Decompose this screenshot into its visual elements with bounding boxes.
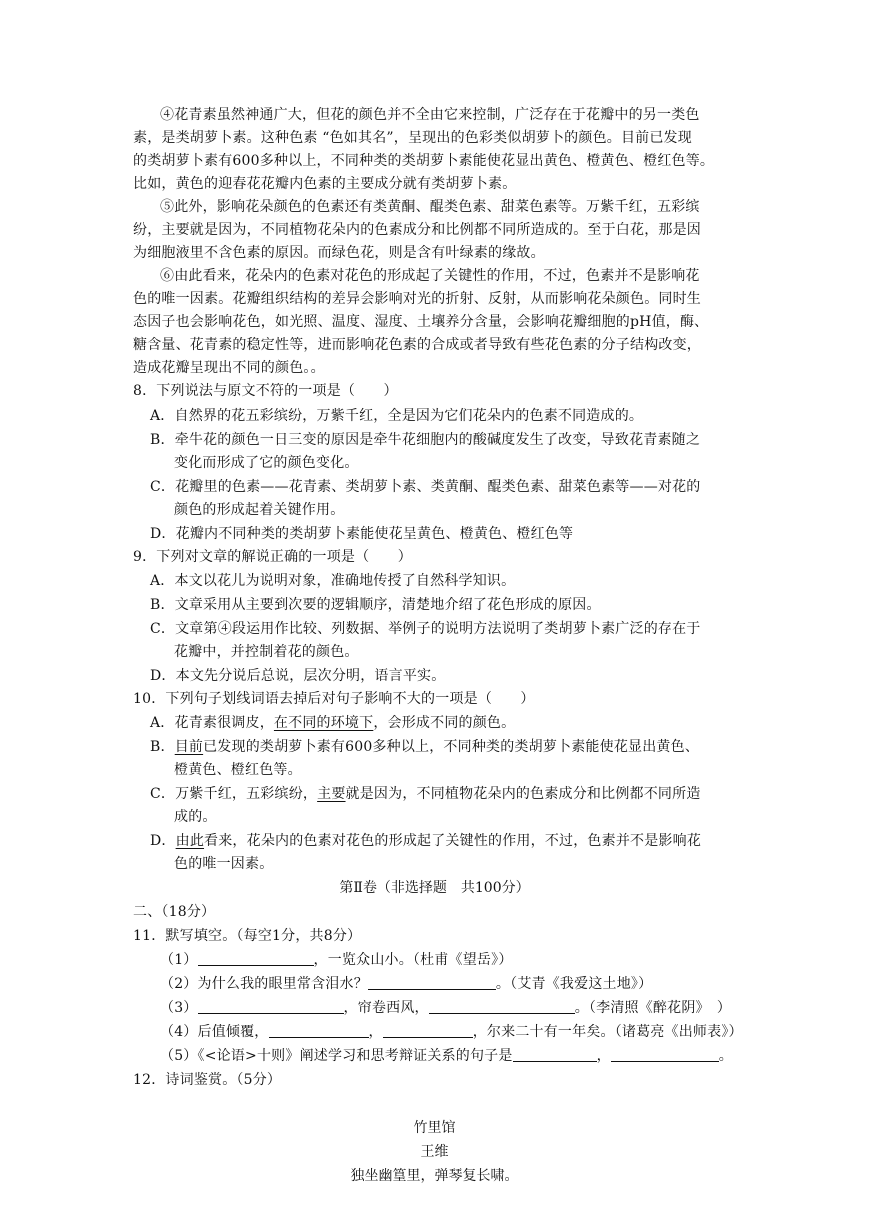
passage-p4-line-2: 素，是类胡萝卜素。这种色素 “色如其名”，呈现出的色彩类似胡萝卜的颜色。目前已发现: [133, 130, 692, 146]
underlined-phrase: 目前: [174, 739, 204, 755]
q11-item-5: （5）《<论语>十则》阐述学习和思考辩证关系的句子是 ， 。: [160, 1048, 733, 1064]
passage-p6-line-5: 造成花瓣呈现出不同的颜色。。: [133, 360, 325, 376]
underlined-phrase: 在不同的环境下: [273, 715, 374, 731]
poem-line-1: 独坐幽篁里，弹琴复长啸。: [350, 1168, 519, 1184]
answer-blank[interactable]: [513, 1047, 597, 1062]
q10-option-b-line-2: 橙黄色、橙红色等。: [174, 762, 302, 778]
passage-p5-line-3: 为细胞液里不含色素的原因。而绿色花，则是含有叶绿素的缘故。: [133, 245, 545, 261]
passage-p4-line-4: 比如，黄色的迎春花花瓣内色素的主要成分就有类胡萝卜素。: [133, 176, 517, 192]
passage-p4-line-3: 的类胡萝卜素有600多种以上，不同种类的类胡萝卜素能使花显出黄色、橙黄色、橙红色等。: [133, 153, 715, 169]
q11-item-2: （2）为什么我的眼里常含泪水？ 。（艾青《我爱这土地》）: [160, 976, 653, 992]
q8-option-a: A．自然界的花五彩缤纷，万紫千红，全是因为它们花朵内的色素不同造成的。: [150, 408, 644, 424]
q10-option-b-line-1: B．目前已发现的类胡萝卜素有600多种以上，不同种类的类胡萝卜素能使花显出黄色、: [150, 739, 700, 755]
answer-blank[interactable]: [368, 975, 496, 990]
passage-p4-line-1: ④花青素虽然神通广大，但花的颜色并不全由它来控制，广泛存在于花瓣中的另一类色: [160, 107, 700, 123]
answer-blank[interactable]: [269, 1023, 369, 1038]
q9-stem: 9．下列对文章的解说正确的一项是（ ）: [133, 549, 412, 565]
underlined-phrase: 主要: [317, 786, 346, 802]
answer-blank[interactable]: [198, 999, 344, 1014]
passage-p6-line-4: 糖含量、花青素的稳定性等，进而影响花色素的合成或者导致有些花色素的分子结构改变，: [133, 337, 701, 353]
part-heading: 二、（18分）: [133, 904, 216, 920]
poem-title: 竹里馆: [413, 1120, 456, 1136]
passage-p6-line-3: 态因子也会影响花色，如光照、温度、湿度、土壤养分含量，会影响花瓣细胞的pH值，酶、: [133, 314, 709, 330]
volume-title: 第Ⅱ卷（非选择题 共100分）: [339, 880, 530, 896]
q8-option-c-line-2: 颜色的形成起着关键作用。: [174, 502, 345, 518]
q11-item-3: （3） ，帘卷西风， 。（李清照《醉花阴》 ）: [160, 1000, 732, 1016]
q11-item-1: （1） ，一览众山小。（杜甫《望岳》）: [160, 952, 513, 968]
q12-stem: 12．诗词鉴赏。（5分）: [133, 1072, 282, 1088]
passage-p5-line-1: ⑤此外，影响花朵颜色的色素还有类黄酮、醌类色素、甜菜色素等。万紫千红，五彩缤: [160, 199, 700, 215]
underlined-phrase: 由此: [175, 833, 205, 849]
q9-option-c-line-2: 花瓣中，并控制着花的颜色。: [174, 644, 359, 660]
q8-option-b-line-2: 变化而形成了它的颜色变化。: [174, 455, 359, 471]
q11-stem: 11．默写填空。（每空1分，共8分）: [133, 928, 362, 944]
answer-blank[interactable]: [429, 999, 575, 1014]
q10-option-c-line-1: C．万紫千红，五彩缤纷，主要就是因为，不同植物花朵内的色素成分和比例都不同所造: [150, 786, 701, 802]
q10-option-a: A．花青素很调皮，在不同的环境下，会形成不同的颜色。: [150, 715, 516, 731]
poem-author: 王维: [420, 1144, 449, 1160]
passage-p6-line-1: ⑥由此看来，花朵内的色素对花色的形成起了关键性的作用，不过，色素并不是影响花: [160, 268, 700, 284]
q8-option-d: D．花瓣内不同种类的类胡萝卜素能使花呈黄色、橙黄色、橙红色等: [150, 526, 574, 542]
q11-item-4: （4）后值倾覆， ， ，尔来二十有一年矣。（诸葛亮《出师表》）: [160, 1024, 743, 1040]
q9-option-c-line-1: C．文章第④段运用作比较、列数据、举例子的说明方法说明了类胡萝卜素广泛的存在于: [150, 621, 701, 637]
q8-option-b-line-1: B．牵牛花的颜色一日三变的原因是牵牛花细胞内的酸碱度发生了改变，导致花青素随之: [150, 432, 701, 448]
q9-option-b: B．文章采用从主要到次要的逻辑顺序，清楚地介绍了花色形成的原因。: [150, 597, 601, 613]
q9-option-a: A．本文以花儿为说明对象，准确地传授了自然科学知识。: [150, 573, 516, 589]
answer-blank[interactable]: [611, 1047, 719, 1062]
q9-option-d: D．本文先分说后总说，层次分明，语言平实。: [150, 668, 446, 684]
q10-option-c-line-2: 成的。: [174, 809, 217, 825]
q8-option-c-line-1: C．花瓣里的色素——花青素、类胡萝卜素、类黄酮、醌类色素、甜菜色素等——对花的: [150, 479, 701, 495]
answer-blank[interactable]: [198, 951, 314, 966]
q10-option-d-line-2: 色的唯一因素。: [174, 856, 274, 872]
q10-option-d-line-1: D．由此看来，花朵内的色素对花色的形成起了关键性的作用，不过，色素并不是影响花: [150, 833, 702, 849]
passage-p5-line-2: 纷，主要就是因为，不同植物花朵内的色素成分和比例都不同所造成的。至于白花，那是因: [133, 222, 701, 238]
q10-stem: 10．下列句子划线词语去掉后对句子影响不大的一项是（ ）: [133, 691, 535, 707]
answer-blank[interactable]: [383, 1023, 473, 1038]
passage-p6-line-2: 色的唯一因素。花瓣组织结构的差异会影响对光的折射、反射，从而影响花朵颜色。同时生: [133, 291, 701, 307]
q8-stem: 8．下列说法与原文不符的一项是（ ）: [133, 383, 398, 399]
